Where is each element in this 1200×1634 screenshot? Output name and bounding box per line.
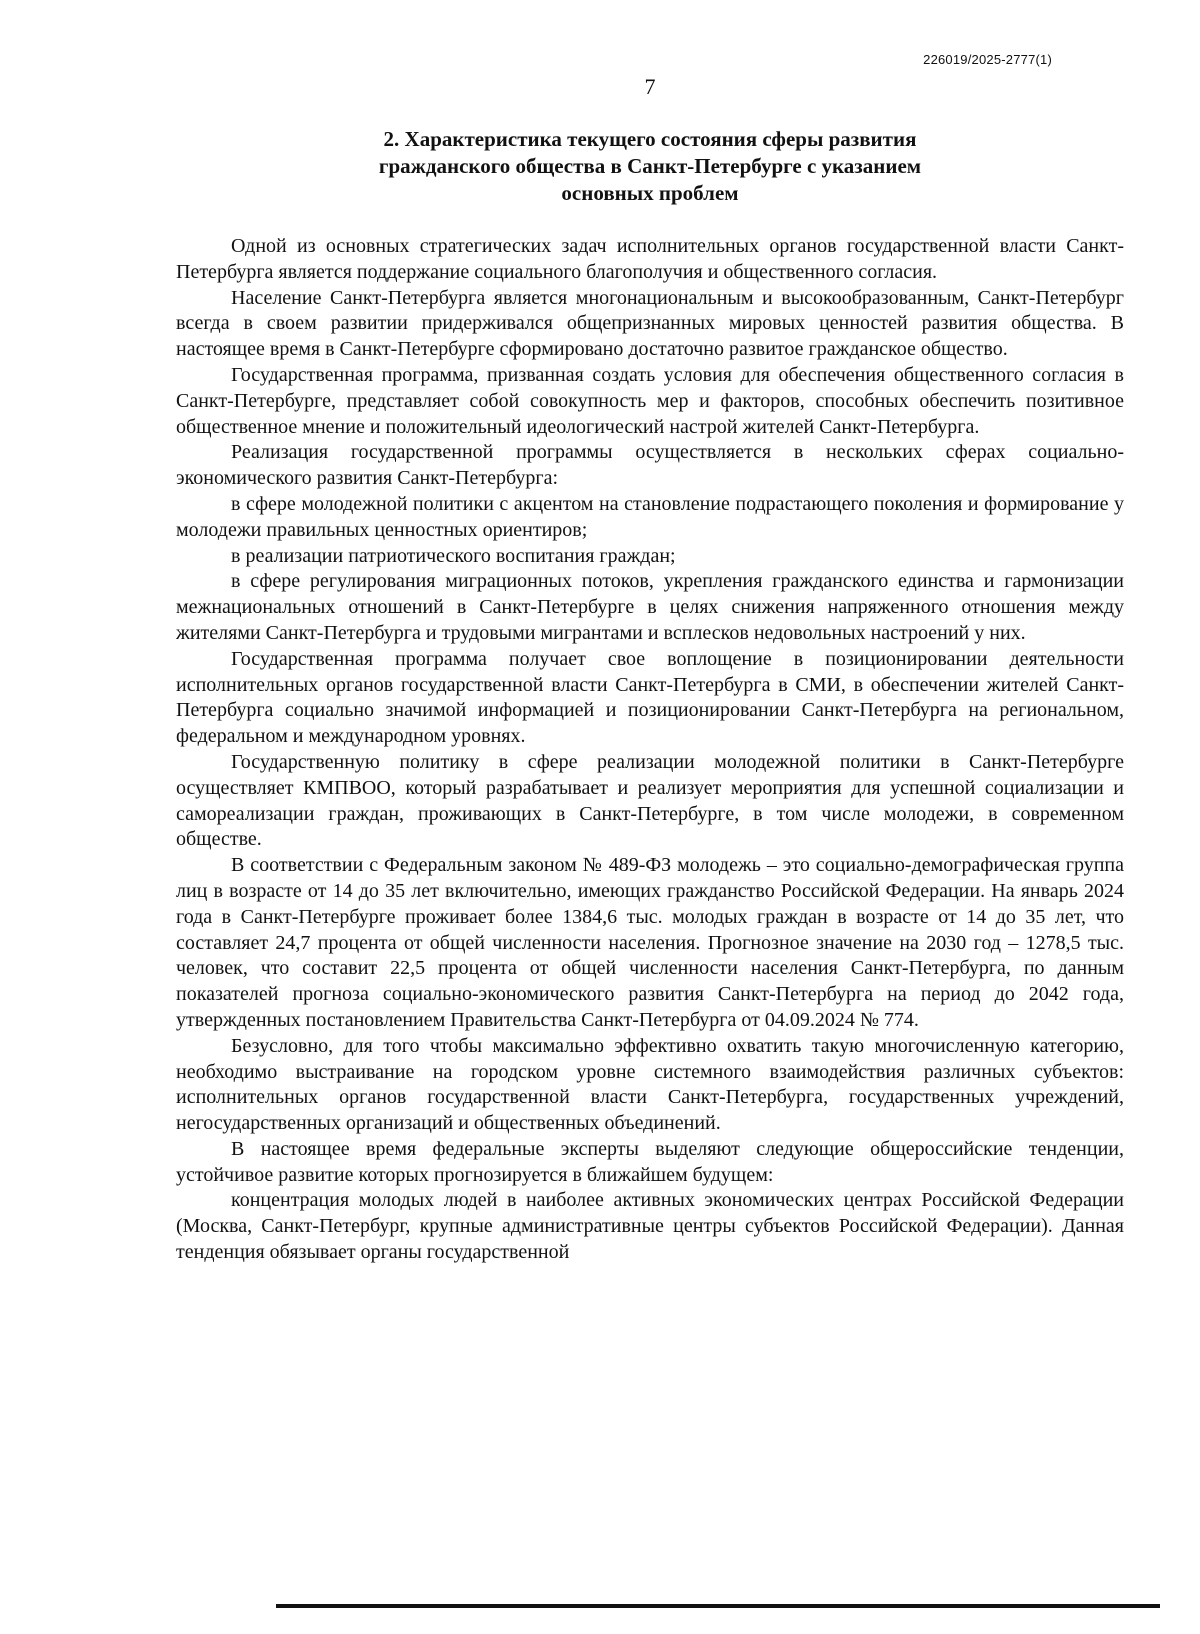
paragraph: Государственная программа, призванная создать условия для обеспечения общественного согласия в Санкт-Петербурге, представляет собой совокупность мер и факторов, способных обеспечить позитивное общественное мнение и положительный идеологический настрой жителей Санкт-Петербурга. xyxy=(176,363,1124,438)
list-item: в сфере регулирования миграционных потоков, укрепления гражданского единства и гармонизации межнациональных отношений в Санкт-Петербурге в целях снижения напряженного отношения между жителями Санкт-Петербурга и трудовыми мигрантами и всплесков недовольных настроений у них. xyxy=(176,570,1124,644)
paragraph: концентрация молодых людей в наиболее активных экономических центрах Российской Федерации (Москва, Санкт-Петербург, крупные административные центры субъектов Российской Федерации). Данная тенденция обязывает органы государственной xyxy=(176,1189,1124,1264)
section-heading xyxy=(175,126,1125,207)
paragraph: Государственная программа получает свое воплощение в позиционировании деятельности исполнительных органов государственной власти Санкт-Петербурга в СМИ, в обеспечении жителей Санкт-Петербурга социально значимой информацией и позиционировании Санкт-Петербурга на региональном, федеральном и международном уровнях. xyxy=(176,647,1124,748)
paragraph: Государственную политику в сфере реализации молодежной политики в Санкт-Петербурге осуществляет КМПВОО, который разрабатывает и реализует мероприятия для успешной социализации и самореализации граждан, проживающих в Санкт-Петербурге, в том числе молодежи, в современном обществе. xyxy=(176,750,1124,851)
document-id: 226019/2025-2777(1) xyxy=(923,52,1052,67)
paragraph: Безусловно, для того чтобы максимально эффективно охватить такую многочисленную категорию, необходимо выстраивание на городском уровне системного взаимодействия различных субъектов: исполнительных органов государственной власти Санкт-Петербурга, государственных учреждений, негосударственных организаций и общественных объединений. xyxy=(176,1034,1124,1135)
paragraph: В настоящее время федеральные эксперты выделяют следующие общероссийские тенденции, устойчивое развитие которых прогнозируется в ближайшем будущем: xyxy=(176,1137,1124,1186)
section-heading-line: основных проблем xyxy=(561,181,739,205)
section-heading-line: гражданского общества в Санкт-Петербурге с указанием xyxy=(378,154,922,178)
scan-edge-line xyxy=(276,1604,1160,1608)
section-heading-line: 2. Характеристика текущего состояния сферы развития xyxy=(383,127,917,151)
page-number: 7 xyxy=(644,74,656,99)
body-text xyxy=(176,234,1124,1266)
paragraph: В соответствии с Федеральным законом № 489-ФЗ молодежь – это социально-демографическая группа лиц в возрасте от 14 до 35 лет включительно, имеющих гражданство Российской Федерации. На январь 2024 года в Санкт-Петербурге проживает более 1384,6 тыс. молодых граждан в возрасте от 14 до 35 лет, что составляет 24,7 процента от общей численности населения. Прогнозное значение на 2030 год – 1278,5 тыс. человек, что составит 22,5 процента от общей численности населения Санкт-Петербурга, по данным показателей прогноза социально-экономического развития Санкт-Петербурга на период до 2042 года, утвержденных постановлением Правительства Санкт-Петербурга от 04.09.2024 № 774. xyxy=(176,854,1124,1031)
paragraph: Население Санкт-Петербурга является многонациональным и высокообразованным, Санкт-Петербург всегда в своем развитии придерживался общепризнанных мировых ценностей развития общества. В настоящее время в Санкт-Петербурге сформировано достаточно развитое гражданское общество. xyxy=(176,286,1124,361)
paragraph: Одной из основных стратегических задач исполнительных органов государственной власти Санкт-Петербурга является поддержание социального благополучия и общественного согласия. xyxy=(176,235,1124,283)
paragraph: Реализация государственной программы осуществляется в нескольких сферах социально-экономического развития Санкт-Петербурга: xyxy=(176,441,1124,490)
list-item: в реализации патриотического воспитания граждан; xyxy=(231,544,676,567)
list-item: в сфере молодежной политики с акцентом на становление подрастающего поколения и формирование у молодежи правильных ценностных ориентиров; xyxy=(176,492,1124,541)
